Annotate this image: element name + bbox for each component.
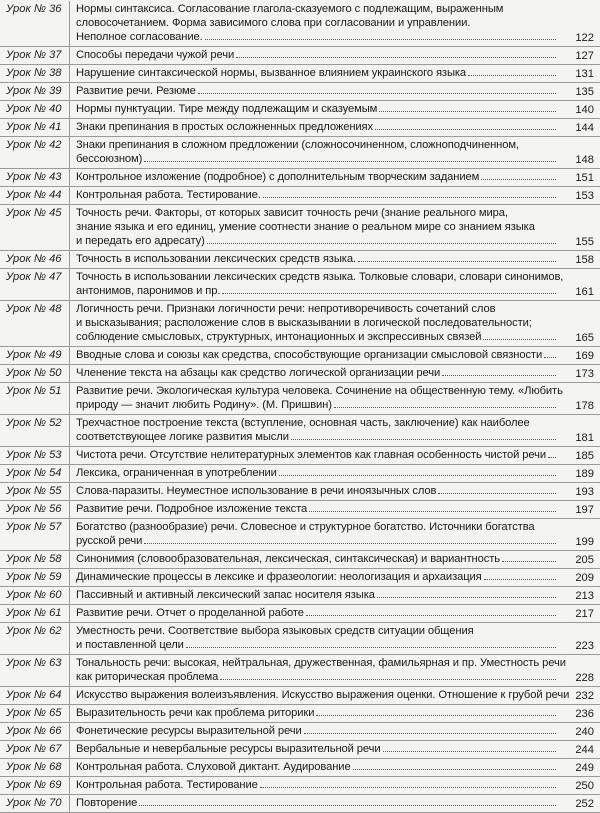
page-number: 178 xyxy=(575,400,594,412)
dot-leader xyxy=(442,366,556,376)
toc-row[interactable] xyxy=(0,687,600,705)
lesson-title-line: бессоюзном) xyxy=(76,152,584,166)
column-divider xyxy=(69,301,70,347)
column-divider xyxy=(69,365,70,383)
lesson-title xyxy=(76,520,584,548)
page-number: 217 xyxy=(575,608,594,620)
lesson-title xyxy=(76,724,584,738)
toc-row[interactable] xyxy=(0,483,600,501)
lesson-title-line: Вводные слова и союзы как средства, способствующие организации смысловой связности xyxy=(76,348,584,362)
column-divider xyxy=(69,119,70,137)
dot-leader xyxy=(279,466,556,476)
lesson-title-line: Искусство выражения волеизъявления. Искусство выражения оценки. Отношение к грубой речи xyxy=(76,689,570,701)
lesson-title xyxy=(76,252,584,266)
column-divider xyxy=(69,415,70,447)
lesson-number: Урок № 38 xyxy=(6,67,62,79)
page-number: 161 xyxy=(575,286,594,298)
lesson-title-line: Членение текста на абзацы как средство логической организации речи xyxy=(76,366,584,380)
dot-leader xyxy=(139,796,556,806)
lesson-title-line: Знаки препинания в сложном предложении (сложносочиненном, сложноподчиненном, xyxy=(76,139,519,151)
lesson-title xyxy=(76,206,584,248)
page-number: 223 xyxy=(575,640,594,652)
lesson-title xyxy=(76,688,584,702)
lesson-title-line: соблюдение смысловых, структурных, интонационных и экспрессивных связей xyxy=(76,330,584,344)
toc-row[interactable] xyxy=(0,137,600,169)
lesson-number: Урок № 60 xyxy=(6,589,62,601)
lesson-number: Урок № 66 xyxy=(6,725,62,737)
dot-leader xyxy=(220,670,556,680)
page-number: 228 xyxy=(575,672,594,684)
page-number: 173 xyxy=(575,368,594,380)
lesson-number: Урок № 57 xyxy=(6,521,62,533)
lesson-title-line: Тональность речи: высокая, нейтральная, дружественная, фамильярная и пр. Уместность речи xyxy=(76,657,566,669)
page-number: 122 xyxy=(575,32,594,44)
lesson-title xyxy=(76,796,584,810)
column-divider xyxy=(69,269,70,301)
lesson-title-line: русской речи xyxy=(76,534,584,548)
page-number: 244 xyxy=(575,744,594,756)
column-divider xyxy=(69,169,70,187)
lesson-title-line: Развитие речи. Резюме xyxy=(76,84,584,98)
lesson-number: Урок № 52 xyxy=(6,417,62,429)
lesson-title xyxy=(76,502,584,516)
page-number: 232 xyxy=(575,690,594,702)
column-divider xyxy=(69,623,70,655)
lesson-number: Урок № 53 xyxy=(6,449,62,461)
page-number: 249 xyxy=(575,762,594,774)
lesson-title xyxy=(76,448,584,462)
toc-row[interactable] xyxy=(0,447,600,465)
column-divider xyxy=(69,1,70,47)
column-divider xyxy=(69,501,70,519)
lesson-title-line: антонимов, паронимов и пр. xyxy=(76,284,584,298)
lesson-title-line: Слова-паразиты. Неуместное использование в речи иноязычных слов xyxy=(76,484,584,498)
toc-row[interactable] xyxy=(0,465,600,483)
toc-row[interactable] xyxy=(0,551,600,569)
lesson-title xyxy=(76,778,584,792)
lesson-title-line: Чистота речи. Отсутствие нелитературных элементов как главная особенность чистой речи xyxy=(76,448,584,462)
toc-row[interactable] xyxy=(0,101,600,119)
dot-leader xyxy=(144,152,556,162)
column-divider xyxy=(69,759,70,777)
lesson-title-line: Выразительность речи как проблема риторики xyxy=(76,706,584,720)
toc-row[interactable] xyxy=(0,169,600,187)
dot-leader xyxy=(468,66,556,76)
lesson-title-line: и поставленной цели xyxy=(76,638,584,652)
toc-row[interactable] xyxy=(0,415,600,447)
page-number: 127 xyxy=(575,50,594,62)
column-divider xyxy=(69,777,70,795)
dot-leader xyxy=(198,84,556,94)
page-number: 193 xyxy=(575,486,594,498)
lesson-number: Урок № 67 xyxy=(6,743,62,755)
toc-row[interactable] xyxy=(0,741,600,759)
lesson-title-line: Неполное согласование. xyxy=(76,30,584,44)
lesson-title xyxy=(76,84,584,98)
column-divider xyxy=(69,723,70,741)
lesson-number: Урок № 41 xyxy=(6,121,62,133)
lesson-title-line: Развитие речи. Отчет о проделанной работе xyxy=(76,606,584,620)
page-number: 197 xyxy=(575,504,594,516)
toc-row[interactable] xyxy=(0,605,600,623)
lesson-title-line: Контрольная работа. Тестирование. xyxy=(76,188,584,202)
lesson-title xyxy=(76,570,584,584)
lesson-title xyxy=(76,48,584,62)
column-divider xyxy=(69,687,70,705)
dot-leader xyxy=(502,552,556,562)
lesson-title xyxy=(76,624,584,652)
lesson-title xyxy=(76,270,584,298)
dot-leader xyxy=(306,606,556,616)
page-number: 158 xyxy=(575,254,594,266)
lesson-title-line: знание языка и его единиц, умение соотнести знание о реальном мире со знанием языка xyxy=(76,221,535,233)
page-number: 140 xyxy=(575,104,594,116)
column-divider xyxy=(69,655,70,687)
lesson-title xyxy=(76,484,584,498)
lesson-number: Урок № 63 xyxy=(6,657,62,669)
toc-row[interactable] xyxy=(0,519,600,551)
dot-leader xyxy=(144,534,556,544)
lesson-number: Урок № 65 xyxy=(6,707,62,719)
lesson-title xyxy=(76,384,584,412)
lesson-number: Урок № 51 xyxy=(6,385,62,397)
column-divider xyxy=(69,569,70,587)
lesson-number: Урок № 43 xyxy=(6,171,62,183)
lesson-number: Урок № 39 xyxy=(6,85,62,97)
column-divider xyxy=(69,551,70,569)
page-number: 199 xyxy=(575,536,594,548)
lesson-number: Урок № 46 xyxy=(6,253,62,265)
dot-leader xyxy=(207,234,556,244)
lesson-number: Урок № 42 xyxy=(6,139,62,151)
lesson-title-line: Контрольная работа. Тестирование xyxy=(76,778,584,792)
lesson-number: Урок № 47 xyxy=(6,271,62,283)
lesson-title-line: Лексика, ограниченная в употреблении xyxy=(76,466,584,480)
column-divider xyxy=(69,137,70,169)
toc-row[interactable] xyxy=(0,187,600,205)
lesson-number: Урок № 59 xyxy=(6,571,62,583)
lesson-title-line: Точность речи. Факторы, от которых зависит точность речи (знание реального мира, xyxy=(76,207,508,219)
dot-leader xyxy=(186,638,556,648)
dot-leader xyxy=(236,48,556,58)
lesson-title xyxy=(76,552,584,566)
toc-row[interactable] xyxy=(0,251,600,269)
toc-row[interactable] xyxy=(0,759,600,777)
lesson-title-line: Динамические процессы в лексике и фразеологии: неологизация и архаизация xyxy=(76,570,584,584)
toc-row[interactable] xyxy=(0,383,600,415)
page-number: 240 xyxy=(575,726,594,738)
column-divider xyxy=(69,347,70,365)
dot-leader xyxy=(222,284,556,294)
column-divider xyxy=(69,705,70,723)
lesson-number: Урок № 70 xyxy=(6,797,62,809)
column-divider xyxy=(69,483,70,501)
lesson-title xyxy=(76,466,584,480)
toc-row[interactable] xyxy=(0,655,600,687)
page-number: 131 xyxy=(575,68,594,80)
lesson-title xyxy=(76,348,584,362)
toc-row[interactable] xyxy=(0,777,600,795)
column-divider xyxy=(69,465,70,483)
lesson-title-line: Знаки препинания в простых осложненных предложениях xyxy=(76,120,584,134)
dot-leader xyxy=(383,742,556,752)
lesson-number: Урок № 55 xyxy=(6,485,62,497)
column-divider xyxy=(69,519,70,551)
toc-row[interactable] xyxy=(0,83,600,101)
page-number: 155 xyxy=(575,236,594,248)
lesson-title xyxy=(76,66,584,80)
dot-leader xyxy=(548,448,556,458)
lesson-title xyxy=(76,416,584,444)
lesson-title xyxy=(76,606,584,620)
lesson-title xyxy=(76,102,584,116)
page-number: 169 xyxy=(575,350,594,362)
lesson-title-line: Развитие речи. Экологическая культура человека. Сочинение на общественную тему. «Любить xyxy=(76,385,563,397)
lesson-title-line: Пассивный и активный лексический запас носителя языка xyxy=(76,588,584,602)
column-divider xyxy=(69,205,70,251)
lesson-title-line: Точность в использовании лексических средств языка. xyxy=(76,252,584,266)
page-number: 151 xyxy=(575,172,594,184)
lesson-number: Урок № 58 xyxy=(6,553,62,565)
lesson-number: Урок № 64 xyxy=(6,689,62,701)
lesson-number: Урок № 36 xyxy=(6,3,62,15)
lesson-title xyxy=(76,588,584,602)
lesson-title xyxy=(76,656,584,684)
lesson-number: Урок № 62 xyxy=(6,625,62,637)
lesson-title-line: Трехчастное построение текста (вступление, основная часть, заключение) как наиболее xyxy=(76,417,530,429)
dot-leader xyxy=(205,30,556,40)
toc-row[interactable] xyxy=(0,347,600,365)
toc-row[interactable] xyxy=(0,301,600,347)
page-number: 148 xyxy=(575,154,594,166)
lesson-title-line: Контрольная работа. Слуховой диктант. Аудирование xyxy=(76,760,584,774)
lesson-number: Урок № 68 xyxy=(6,761,62,773)
column-divider xyxy=(69,741,70,759)
lesson-number: Урок № 48 xyxy=(6,303,62,315)
lesson-title-line: Фонетические ресурсы выразительной речи xyxy=(76,724,584,738)
column-divider xyxy=(69,605,70,623)
lesson-number: Урок № 61 xyxy=(6,607,62,619)
toc-row[interactable] xyxy=(0,795,600,813)
lesson-title-line: Богатство (разнообразие) речи. Словесное и структурное богатство. Источники богатства xyxy=(76,521,535,533)
lesson-title xyxy=(76,2,584,44)
dot-leader xyxy=(260,778,556,788)
page-number: 236 xyxy=(575,708,594,720)
toc-row[interactable] xyxy=(0,1,600,47)
lesson-number: Урок № 50 xyxy=(6,367,62,379)
lesson-title-line: Способы передачи чужой речи xyxy=(76,48,584,62)
column-divider xyxy=(69,447,70,465)
lesson-title-line: и передать его адресату) xyxy=(76,234,584,248)
lesson-title-line: Логичность речи. Признаки логичности речи: непротиворечивость сочетаний слов xyxy=(76,303,496,315)
toc-row[interactable] xyxy=(0,705,600,723)
lesson-title xyxy=(76,366,584,380)
dot-leader xyxy=(484,570,556,580)
page-number: 165 xyxy=(575,332,594,344)
column-divider xyxy=(69,101,70,119)
lesson-number: Урок № 40 xyxy=(6,103,62,115)
lesson-title-line: Нормы пунктуации. Тире между подлежащим и сказуемым xyxy=(76,102,584,116)
column-divider xyxy=(69,83,70,101)
lesson-number: Урок № 45 xyxy=(6,207,62,219)
page-number: 135 xyxy=(575,86,594,98)
lesson-title xyxy=(76,706,584,720)
lesson-title-line: Уместность речи. Соответствие выбора языковых средств ситуации общения xyxy=(76,625,474,637)
lesson-title-line: природу — значит любить Родину». (М. Пришвин) xyxy=(76,398,584,412)
dot-leader xyxy=(316,706,556,716)
lesson-title-line: Контрольное изложение (подробное) с дополнительным творческим заданием xyxy=(76,170,584,184)
lesson-title-line: Синонимия (словообразовательная, лексическая, синтаксическая) и вариантность xyxy=(76,552,584,566)
page-number: 209 xyxy=(575,572,594,584)
dot-leader xyxy=(438,484,556,494)
dot-leader xyxy=(309,502,556,512)
dot-leader xyxy=(334,398,556,408)
lesson-title xyxy=(76,138,584,166)
column-divider xyxy=(69,587,70,605)
page-number: 213 xyxy=(575,590,594,602)
toc-row[interactable] xyxy=(0,365,600,383)
lesson-title-line: и высказывания; расположение слов в высказывании в логической последовательности; xyxy=(76,317,532,329)
lesson-title-line: Вербальные и невербальные ресурсы выразительной речи xyxy=(76,742,584,756)
page-number: 185 xyxy=(575,450,594,462)
page-number: 250 xyxy=(575,780,594,792)
dot-leader xyxy=(379,102,556,112)
column-divider xyxy=(69,795,70,813)
toc-row[interactable] xyxy=(0,47,600,65)
toc-row[interactable] xyxy=(0,587,600,605)
toc-row[interactable] xyxy=(0,65,600,83)
column-divider xyxy=(69,383,70,415)
lesson-title xyxy=(76,170,584,184)
dot-leader xyxy=(304,724,556,734)
lesson-title-line: Нормы синтаксиса. Согласование глагола-сказуемого с подлежащим, выраженным xyxy=(76,3,504,15)
dot-leader xyxy=(544,348,556,358)
lesson-title-line: словосочетанием. Форма зависимого слова при согласовании и управлении. xyxy=(76,17,471,29)
lesson-title xyxy=(76,188,584,202)
lesson-number: Урок № 37 xyxy=(6,49,62,61)
lesson-title-line: Развитие речи. Подробное изложение текста xyxy=(76,502,584,516)
toc-row[interactable] xyxy=(0,569,600,587)
page-number: 144 xyxy=(575,122,594,134)
lesson-title-line: Точность в использовании лексических средств языка. Толковые словари, словари синонимов, xyxy=(76,271,564,283)
lesson-number: Урок № 69 xyxy=(6,779,62,791)
lesson-number: Урок № 56 xyxy=(6,503,62,515)
lesson-number: Урок № 49 xyxy=(6,349,62,361)
toc-row[interactable] xyxy=(0,723,600,741)
lesson-title-line: соответствующее логике развития мысли xyxy=(76,430,584,444)
page-number: 153 xyxy=(575,190,594,202)
dot-leader xyxy=(263,188,556,198)
lesson-title-line: Повторение xyxy=(76,796,584,810)
lesson-title xyxy=(76,742,584,756)
dot-leader xyxy=(375,120,556,130)
toc-row[interactable] xyxy=(0,501,600,519)
lesson-title-line: Нарушение синтаксической нормы, вызванное влиянием украинского языка xyxy=(76,66,584,80)
column-divider xyxy=(69,187,70,205)
toc-row[interactable] xyxy=(0,119,600,137)
lesson-title xyxy=(76,120,584,134)
dot-leader xyxy=(291,430,556,440)
dot-leader xyxy=(377,588,556,598)
page-number: 189 xyxy=(575,468,594,480)
lesson-number: Урок № 44 xyxy=(6,189,62,201)
page-number: 252 xyxy=(575,798,594,810)
toc-row[interactable] xyxy=(0,623,600,655)
lesson-title xyxy=(76,302,584,344)
page-number: 205 xyxy=(575,554,594,566)
column-divider xyxy=(69,251,70,269)
toc-row[interactable] xyxy=(0,205,600,251)
lesson-number: Урок № 54 xyxy=(6,467,62,479)
column-divider xyxy=(69,47,70,65)
page-number: 181 xyxy=(575,432,594,444)
dot-leader xyxy=(481,170,556,180)
dot-leader xyxy=(483,330,556,340)
dot-leader xyxy=(358,252,556,262)
dot-leader xyxy=(353,760,556,770)
toc-row[interactable] xyxy=(0,269,600,301)
column-divider xyxy=(69,65,70,83)
lesson-title-line: как риторическая проблема xyxy=(76,670,584,684)
